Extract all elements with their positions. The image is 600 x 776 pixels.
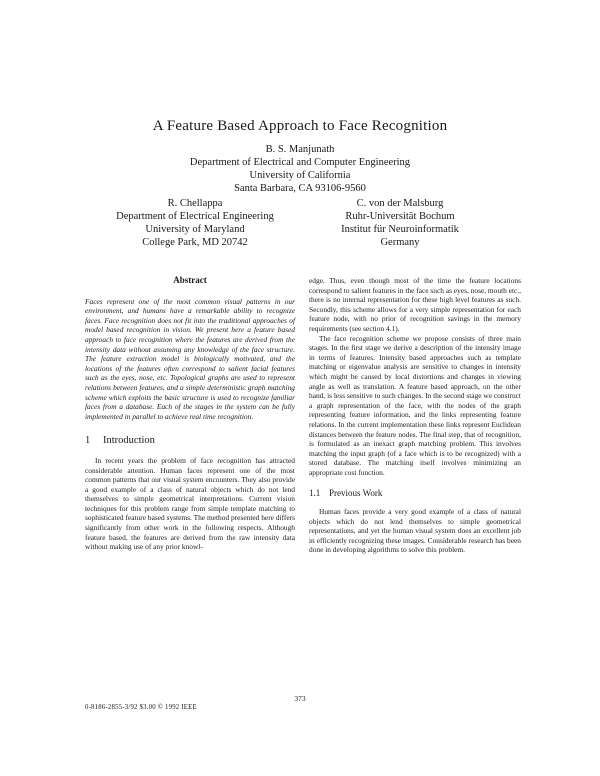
author-affiliation: Ruhr-Universität Bochum (345, 211, 455, 222)
continuation-paragraph: edge. Thus, even though most of the time the feature locations correspond to salient features in the face such as eyes, nose, mouth etc., there is no internal representation for these high level features as such. Secondly, this scheme allows for a very simple representation for each feature node, with no prior of recognition savings in the memory requirements (see section 4.1). (309, 276, 521, 333)
author-affiliation: University of Maryland (145, 224, 245, 235)
copyright-footer: 0-8186-2855-3/92 $3.00 © 1992 IEEE (85, 704, 197, 711)
abstract-body (85, 297, 295, 422)
abstract-text: Faces represent one of the most common visual patterns in our environment, and humans have a remarkable ability to recognize faces. Face recognition does not fit into the traditional approaches of model based recognition in vision. We present here a feature based approach to face recognition where the features are derived from the intensity data without assuming any knowledge of the face structure. The feature extraction model is biologically motivated, and the locations of the features often correspond to salient facial features such as the eyes, nose, etc. Topological graphs are used to represent relations between features, and a simple deterministic graph matching scheme which exploits the basic structure is used to recognize familiar faces from a database. Each of the stages in the system can be fully implemented in parallel to achieve real time recognition. (85, 296, 295, 421)
author-name: R. Chellappa (167, 198, 223, 209)
subsection-heading-previous-work (309, 489, 521, 499)
scheme-paragraph: The face recognition scheme we propose consists of three main stages. In the first stage we derive a description of the intensity image in terms of features. Intensity based approaches such as template matching or eigenvalue analysis are sensitive to changes in intensity which might be caused by local distortions and changes in viewing angle as well as translation. A feature based approach, on the other hand, is less sensitive to such changes. In the second stage we construct a graph representation of the face, with the nodes of the graph representing feature information, and the links representing feature relations. In the current implementation these links represent Euclidean distances between the feature nodes. The final step, that of recognition, is formulated as an inexact graph matching problem. This involves matching the input graph (of a face which is to be recognized) with a stored database. The matching itself involves minimizing an appropriate cost function. (309, 333, 521, 477)
previous-work-paragraph: Human faces provide a very good example of a class of natural objects which do not lend themselves to simple geometrical representations, and yet the human visual system does an excellent job in efficiently recognizing these images. Considerable research has been done in developing algorithms to solve this problem. (309, 507, 521, 555)
author-name: B. S. Manjunath (265, 144, 335, 155)
author-affiliation: Department of Electrical Engineering (116, 211, 274, 222)
right-column (309, 276, 521, 555)
author-block-1 (150, 143, 450, 195)
author-affiliation: Santa Barbara, CA 93106-9560 (234, 183, 366, 194)
section-heading-introduction (85, 436, 295, 446)
author-affiliation: University of California (249, 170, 351, 181)
section-number: 1 (85, 435, 91, 447)
author-name: C. von der Malsburg (356, 198, 444, 209)
author-affiliation: Institut für Neuroinformatik (341, 224, 459, 235)
author-affiliation: College Park, MD 20742 (142, 237, 248, 248)
abstract-heading: Abstract (173, 275, 207, 285)
introduction-paragraph: In recent years the problem of face recognition has attracted considerable attention. Human faces represent one of the most common patterns that our visual system encounters. They also provide a good example of a class of natural objects which do not lend themselves to simple geometrical interpretations. Current vision techniques for this problem range from simple template matching to sophisticated feature based systems. The method presented here differs significantly from other work in the following respects. Although feature based, the features are derived from the raw intensity data without making use of any prior knowl- (85, 455, 295, 552)
section-title-text: Introduction (103, 435, 155, 447)
paper-title: A Feature Based Approach to Face Recognition (152, 118, 448, 134)
author-block-2 (85, 197, 305, 249)
author-affiliation: Department of Electrical and Computer Engineering (189, 157, 411, 168)
page-number: 373 (294, 694, 306, 703)
left-column (85, 276, 295, 552)
author-block-3 (300, 197, 500, 249)
author-affiliation: Germany (380, 237, 420, 248)
subsection-title-text: Previous Work (329, 488, 383, 499)
subsection-number: 1.1 (309, 488, 321, 499)
